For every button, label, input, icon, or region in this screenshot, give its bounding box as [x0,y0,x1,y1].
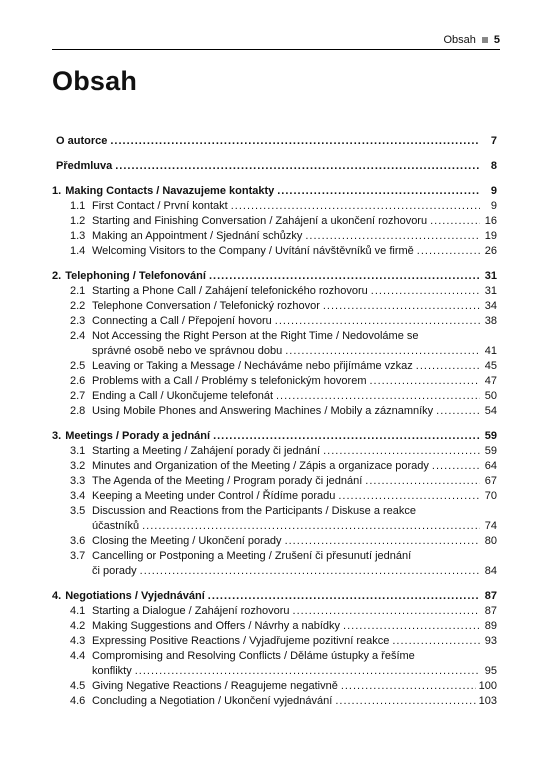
dot-leader [323,444,480,459]
toc-subentry [52,694,497,709]
toc-entry-title: Meetings / Porady a jednání [65,430,211,442]
toc-page-number: 54 [484,405,497,417]
toc-entry-number: 2.8 [70,405,86,417]
toc-entry-number: 1.4 [70,245,86,257]
toc-page-number: 45 [484,360,497,372]
toc-entry-number: 1.3 [70,230,86,242]
toc-page-number: 9 [490,200,497,212]
toc-entry-number: 2.3 [70,315,86,327]
toc-entry-title: Welcoming Visitors to the Company / Uvítání návštěvníků ve firmě [92,245,414,257]
toc-entry-title: Starting a Meeting / Zahájení porady či jednání [92,445,321,457]
toc-subentry [52,504,497,534]
toc-entry-number: 2.4 [70,330,86,342]
toc-entry-number: 2.7 [70,390,86,402]
toc-page-number: 9 [490,185,497,197]
toc-entry-number: 3.1 [70,445,86,457]
toc-page-number: 70 [484,490,497,502]
toc-section [52,429,497,579]
toc-entry-number: 3.4 [70,490,86,502]
toc-entry-number: 4.3 [70,635,86,647]
toc-entry-title: účastníků [92,520,140,532]
toc-page-number: 31 [484,285,497,297]
table-of-contents [52,134,497,719]
toc-entry-number: 3.7 [70,550,86,562]
toc-entry-title: Předmluva [56,160,113,172]
toc-entry-title: Compromising and Resolving Conflicts / Děláme ústupky a řešíme [92,650,415,662]
toc-entry-number: 3.6 [70,535,86,547]
toc-page-number: 87 [484,605,497,617]
dot-leader [276,389,480,404]
toc-subentry [52,649,497,679]
dot-leader [436,404,480,419]
running-title: Obsah [443,34,476,46]
toc-entry-title: správné osobě nebo ve správnou dobu [92,345,283,357]
toc-chapter-entry [52,429,497,444]
toc-subentry [52,359,497,374]
toc-entry-number: 3.2 [70,460,86,472]
dot-leader [335,694,475,709]
toc-entry-number: 4.4 [70,650,86,662]
toc-subentry [52,199,497,214]
toc-chapter-entry [52,159,497,174]
square-separator-icon [482,37,488,43]
toc-entry-title: Making Suggestions and Offers / Návrhy a nabídky [92,620,341,632]
dot-leader [213,429,480,444]
toc-subentry [52,299,497,314]
dot-leader [416,359,480,374]
toc-page-number: 67 [484,475,497,487]
dot-leader [208,589,480,604]
toc-page-number: 7 [490,135,497,147]
toc-entry-title: Making Contacts / Navazujeme kontakty [65,185,275,197]
toc-subentry [52,604,497,619]
toc-page-number: 103 [478,695,497,707]
toc-entry-title: Telephoning / Telefonování [65,270,206,282]
dot-leader [209,269,480,284]
toc-entry-title: Telephone Conversation / Telefonický rozhovor [92,300,320,312]
toc-page-number: 100 [478,680,497,692]
toc-entry-title: Starting a Phone Call / Zahájení telefonického rozhovoru [92,285,368,297]
toc-entry-number: 4. [52,590,62,602]
toc-page-number: 31 [484,270,497,282]
toc-entry-number: 4.5 [70,680,86,692]
toc-subentry [52,444,497,459]
dot-leader [343,619,480,634]
dot-leader [432,459,480,474]
toc-entry-title: Starting a Dialogue / Zahájení rozhovoru [92,605,290,617]
toc-subentry [52,679,497,694]
toc-entry-title: Giving Negative Reactions / Reagujeme negativně [92,680,338,692]
toc-subentry [52,214,497,229]
toc-entry-number: 2.2 [70,300,86,312]
dot-leader [275,314,480,329]
running-header [52,34,500,50]
toc-section [52,269,497,419]
toc-page-number: 34 [484,300,497,312]
dot-leader [135,664,480,679]
toc-entry-title: Keeping a Meeting under Control / Řídíme poradu [92,490,336,502]
dot-leader [293,604,480,619]
dot-leader [277,184,480,199]
dot-leader [417,244,480,259]
dot-leader [285,534,480,549]
dot-leader [140,564,480,579]
toc-entry-number: 4.6 [70,695,86,707]
toc-subentry [52,474,497,489]
toc-entry-number: 3.3 [70,475,86,487]
toc-entry-title: Expressing Positive Reactions / Vyjadřujeme pozitivní reakce [92,635,390,647]
toc-subentry [52,549,497,579]
toc-page-number: 16 [484,215,497,227]
toc-entry-title: či porady [92,565,137,577]
toc-page-number: 84 [484,565,497,577]
dot-leader [305,229,480,244]
toc-page-number: 64 [484,460,497,472]
toc-entry-title: First Contact / První kontakt [92,200,228,212]
toc-page-number: 41 [484,345,497,357]
toc-chapter-entry [52,134,497,149]
toc-subentry [52,534,497,549]
toc-entry-number: 4.2 [70,620,86,632]
toc-entry-title: Using Mobile Phones and Answering Machines / Mobily a záznamníky [92,405,434,417]
dot-leader [392,634,480,649]
toc-chapter-entry [52,589,497,604]
dot-leader [430,214,480,229]
toc-subentry [52,314,497,329]
dot-leader [110,134,480,149]
toc-page-number: 74 [484,520,497,532]
toc-entry-title: O autorce [56,135,108,147]
toc-subentry [52,619,497,634]
toc-entry-title: Starting and Finishing Conversation / Zahájení a ukončení rozhovoru [92,215,428,227]
toc-page-number: 47 [484,375,497,387]
toc-entry-number: 1.2 [70,215,86,227]
toc-page-number: 8 [490,160,497,172]
toc-entry-number: 2.5 [70,360,86,372]
toc-page-number: 80 [484,535,497,547]
toc-entry-title: The Agenda of the Meeting / Program porady či jednání [92,475,363,487]
toc-entry-number: 1. [52,185,62,197]
toc-chapter-entry [52,184,497,199]
toc-entry-title: Ending a Call / Ukončujeme telefonát [92,390,273,402]
toc-entry-title: Making an Appointment / Sjednání schůzky [92,230,303,242]
dot-leader [371,284,480,299]
toc-subentry [52,284,497,299]
toc-subentry [52,459,497,474]
toc-page-number: 95 [484,665,497,677]
toc-subentry [52,374,497,389]
toc-subentry [52,244,497,259]
toc-entry-title: konflikty [92,665,132,677]
toc-page-number: 38 [484,315,497,327]
toc-subentry [52,404,497,419]
toc-entry-number: 1.1 [70,200,86,212]
toc-entry-number: 3. [52,430,62,442]
toc-page-number: 59 [484,430,497,442]
toc-page-number: 19 [484,230,497,242]
toc-page-number: 50 [484,390,497,402]
toc-page-number: 59 [484,445,497,457]
dot-leader [285,344,480,359]
toc-subentry [52,229,497,244]
toc-page-number: 93 [484,635,497,647]
dot-leader [338,489,480,504]
toc-entry-title: Leaving or Taking a Message / Necháváme nebo přijímáme vzkaz [92,360,413,372]
dot-leader [142,519,480,534]
dot-leader [323,299,480,314]
toc-entry-number: 2.1 [70,285,86,297]
dot-leader [115,159,480,174]
toc-subentry [52,634,497,649]
toc-section [52,134,497,149]
toc-section [52,184,497,259]
toc-entry-title: Negotiations / Vyjednávání [65,590,205,602]
page-title: Obsah [52,66,138,96]
toc-entry-number: 3.5 [70,505,86,517]
toc-entry-number: 2.6 [70,375,86,387]
toc-entry-title: Not Accessing the Right Person at the Right Time / Nedovoláme se [92,330,419,342]
dot-leader [231,199,480,214]
dot-leader [365,474,480,489]
toc-entry-title: Concluding a Negotiation / Ukončení vyjednávání [92,695,333,707]
toc-page-number: 87 [484,590,497,602]
toc-page-number: 89 [484,620,497,632]
toc-entry-title: Discussion and Reactions from the Participants / Diskuse a reakce [92,505,417,517]
toc-entry-title: Closing the Meeting / Ukončení porady [92,535,282,547]
toc-entry-title: Minutes and Organization of the Meeting / Zápis a organizace porady [92,460,429,472]
toc-chapter-entry [52,269,497,284]
dot-leader [341,679,476,694]
toc-entry-title: Cancelling or Postponing a Meeting / Zrušení či přesunutí jednání [92,550,412,562]
toc-entry-title: Connecting a Call / Přepojení hovoru [92,315,272,327]
toc-entry-title: Problems with a Call / Problémy s telefonickým hovorem [92,375,367,387]
toc-entry-number: 2. [52,270,62,282]
dot-leader [369,374,480,389]
header-page-number: 5 [493,34,500,46]
toc-subentry [52,489,497,504]
toc-subentry [52,329,497,359]
toc-subentry [52,389,497,404]
toc-section [52,589,497,709]
toc-section [52,159,497,174]
toc-page-number: 26 [484,245,497,257]
toc-entry-number: 4.1 [70,605,86,617]
